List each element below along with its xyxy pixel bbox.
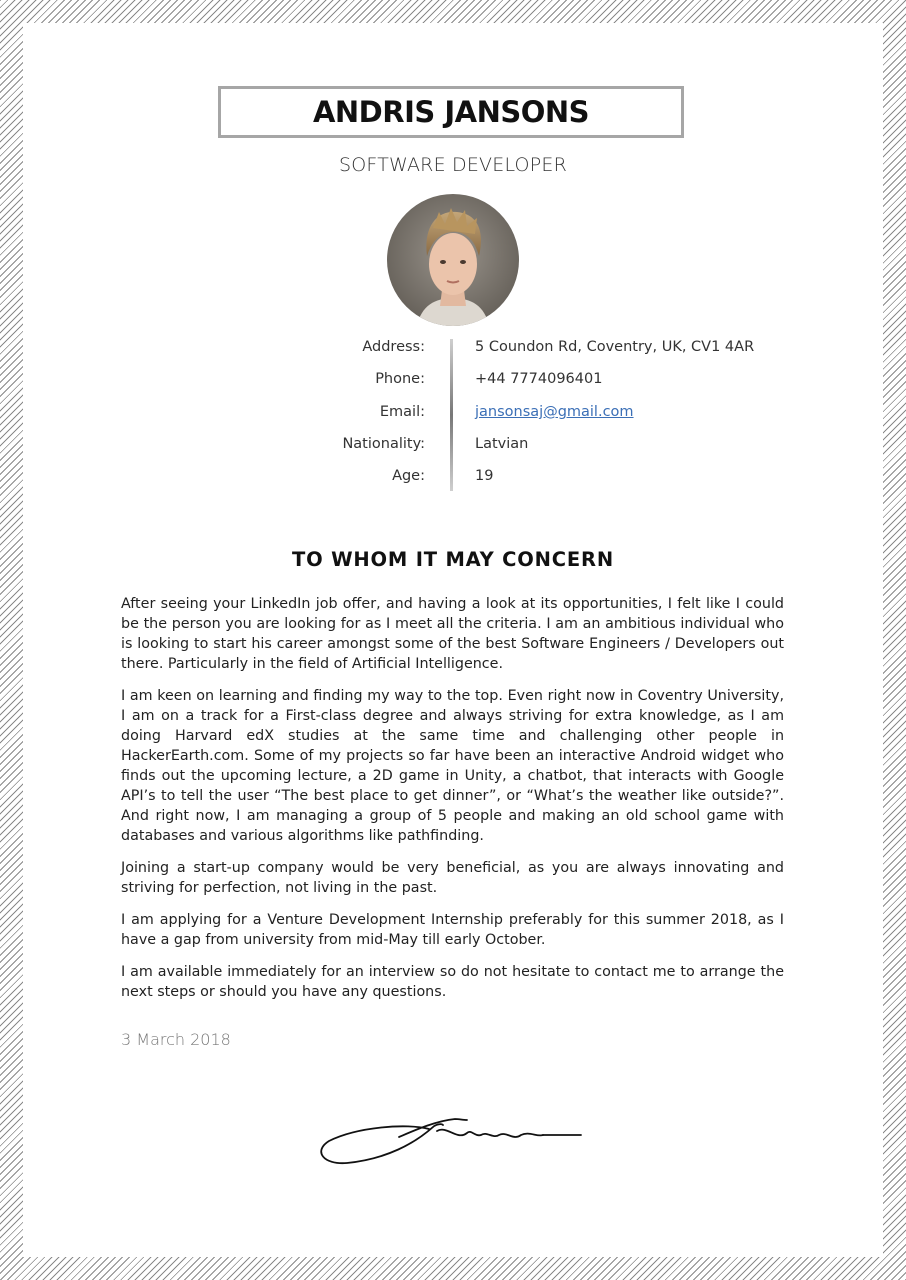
info-row-address <box>23 339 883 361</box>
email-value <box>475 404 634 420</box>
letter-body <box>121 594 784 1014</box>
info-row-phone <box>23 371 883 393</box>
age-label: Age: <box>392 468 425 484</box>
phone-value: +44 7774096401 <box>475 371 603 387</box>
handwritten-signature <box>317 1113 583 1169</box>
info-row-email <box>23 404 883 426</box>
email-link[interactable]: jansonsaj@gmail.com <box>475 404 634 420</box>
letter-paragraph: Joining a start-up company would be very beneficial, as you are always innovating and striving for perfection, not living in the past. <box>121 860 784 896</box>
info-row-nationality <box>23 436 883 458</box>
nationality-value: Latvian <box>475 436 529 452</box>
nationality-label: Nationality: <box>342 436 425 452</box>
age-value: 19 <box>475 468 494 484</box>
letter-date: 3 March 2018 <box>121 1030 231 1049</box>
profile-photo <box>387 194 519 326</box>
address-value: 5 Coundon Rd, Coventry, UK, CV1 4AR <box>475 339 755 355</box>
email-label: Email: <box>379 404 425 420</box>
info-row-age <box>23 468 883 490</box>
letter-paragraph: I am applying for a Venture Development Internship preferably for this summer 2018, as I have a gap from university from mid-May till early October. <box>121 912 784 948</box>
letter-paragraph: I am keen on learning and finding my way to the top. Even right now in Coventry University, I am on a track for a First-class degree and always striving for extra knowledge, as I am doing Harvard edX studies at the same time and challenging other people in HackerEarth.com. Some of my projects so far have been an interactive Android widget who finds out the upcoming lecture, a 2D game in Unity, a chatbot, that interacts with Google API’s to tell the user “The best place to get dinner”, or “What’s the weather like outside?”. And right now, I am managing a group of 5 people and making an old school game with databases and various algorithms like pathfinding. <box>121 688 784 844</box>
phone-label: Phone: <box>375 371 425 387</box>
name-box <box>218 86 684 138</box>
letter-heading: TO WHOM IT MAY CONCERN <box>292 548 614 571</box>
job-title: SOFTWARE DEVELOPER <box>339 154 567 176</box>
letter-page <box>23 23 883 1257</box>
address-label: Address: <box>362 339 425 355</box>
letter-paragraph: I am available immediately for an interview so do not hesitate to contact me to arrange the next steps or should you have any questions. <box>121 964 784 1000</box>
applicant-name: ANDRIS JANSONS <box>312 95 590 129</box>
letter-paragraph: After seeing your LinkedIn job offer, and having a look at its opportunities, I felt like I could be the person you are looking for as I meet all the criteria. I am an ambitious individual who is looking to start his career amongst some of the best Software Engineers / Developers out there. Particularly in the field of Artificial Intelligence. <box>121 596 784 672</box>
